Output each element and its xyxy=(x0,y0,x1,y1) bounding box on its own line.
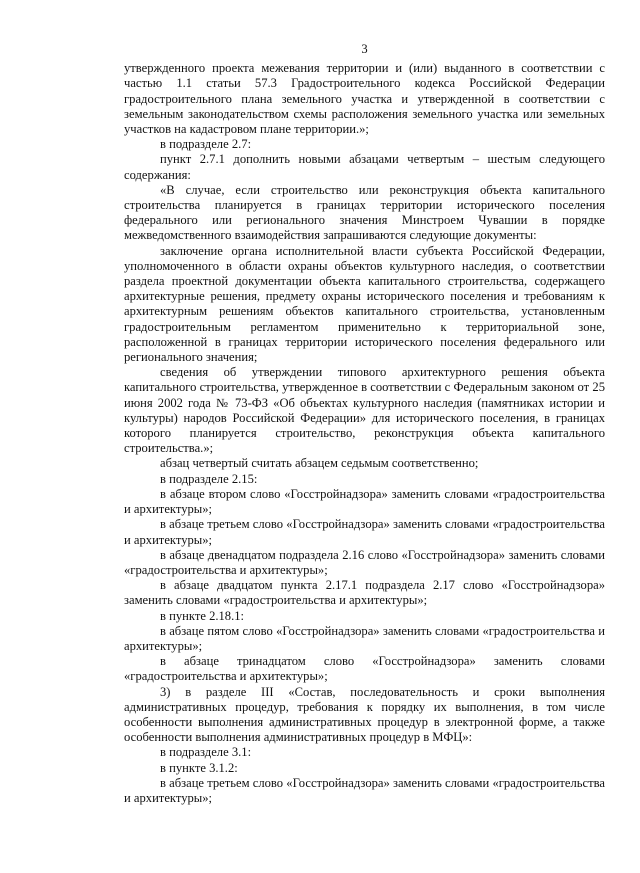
paragraph-13: в пункте 2.18.1: xyxy=(160,608,245,623)
paragraph-5: заключение органа исполнительной власти субъекта Российской Федерации, уполномоченного в области охраны объектов культурного наследия, о соответствии раздела проектной документации объекта капитального строительства, содержащего архитектурные решения, предмету охраны исторического поселения и требованиям к архитектурным решениям объектов капитального строительства, установленным градостроительным регламентом применительно к территориальной зоне, расположенной в границах территории исторического поселения федерального или регионального значения; xyxy=(124,243,605,365)
paragraph-8: в подразделе 2.15: xyxy=(160,471,258,486)
paragraph-2: в подразделе 2.7: xyxy=(160,137,252,152)
paragraph-11: в абзаце двенадцатом подраздела 2.16 слово «Госстройнадзора» заменить словами «градостроительства и архитектуры»; xyxy=(124,547,605,577)
paragraph-19: в абзаце третьем слово «Госстройнадзора» заменить словами «градостроительства и архитектуры»; xyxy=(124,775,605,805)
paragraph-4: «В случае, если строительство или реконструкция объекта капитального строительства планируется в границах территории исторического поселения федерального или регионального значения Минстроем Чувашии в порядке межведомственного взаимодействия запрашиваются следующие документы: xyxy=(124,182,605,243)
paragraph-14: в абзаце пятом слово «Госстройнадзора» заменить словами «градостроительства и архитектуры»; xyxy=(124,623,605,653)
paragraph-12: в абзаце двадцатом пункта 2.17.1 подраздела 2.17 слово «Госстройнадзора» заменить словами «градостроительства и архитектуры»; xyxy=(124,578,605,608)
paragraph-16: 3) в разделе III «Состав, последовательность и сроки выполнения административных процедур, требования к порядку их выполнения, в том числе особенности выполнения административных процедур в электронной форме, а также особенности выполнения административных процедур в МФЦ»: xyxy=(124,684,605,745)
paragraph-6: сведения об утверждении типового архитектурного решения объекта капитального строительства, утвержденное в соответствии с Федеральным законом от 25 июня 2002 года № 73-ФЗ «Об объектах культурного наследия (памятниках истории и культуры) народов Российской Федерации» для исторического поселения, в границах которого планируется строительство, реконструкция объекта капитального строительства.»; xyxy=(124,365,605,456)
paragraph-17: в подразделе 3.1: xyxy=(160,745,252,760)
document-page xyxy=(124,42,605,806)
paragraph-15: в абзаце тринадцатом слово «Госстройнадзора» заменить словами «градостроительства и архитектуры»; xyxy=(124,654,605,684)
paragraph-9: в абзаце втором слово «Госстройнадзора» заменить словами «градостроительства и архитектуры»; xyxy=(124,486,605,517)
paragraph-7: абзац четвертый считать абзацем седьмым соответственно; xyxy=(160,456,479,471)
paragraph-3: пункт 2.7.1 дополнить новыми абзацами четвертым – шестым следующего содержания: xyxy=(124,152,605,182)
paragraph-18: в пункте 3.1.2: xyxy=(160,760,238,775)
paragraph-1: утвержденного проекта межевания территории и (или) выданного в соответствии с частью 1.1 статьи 57.3 Градостроительного кодекса Российской Федерации градостроительного плана земельного участка и утвержденной в соответствии с земельным законодательством схемы расположения земельного участка или земельных участков на кадастровом плане территории.»; xyxy=(124,61,605,137)
paragraph-10: в абзаце третьем слово «Госстройнадзора» заменить словами «градостроительства и архитектуры»; xyxy=(124,517,605,547)
page-number: 3 xyxy=(361,42,368,56)
